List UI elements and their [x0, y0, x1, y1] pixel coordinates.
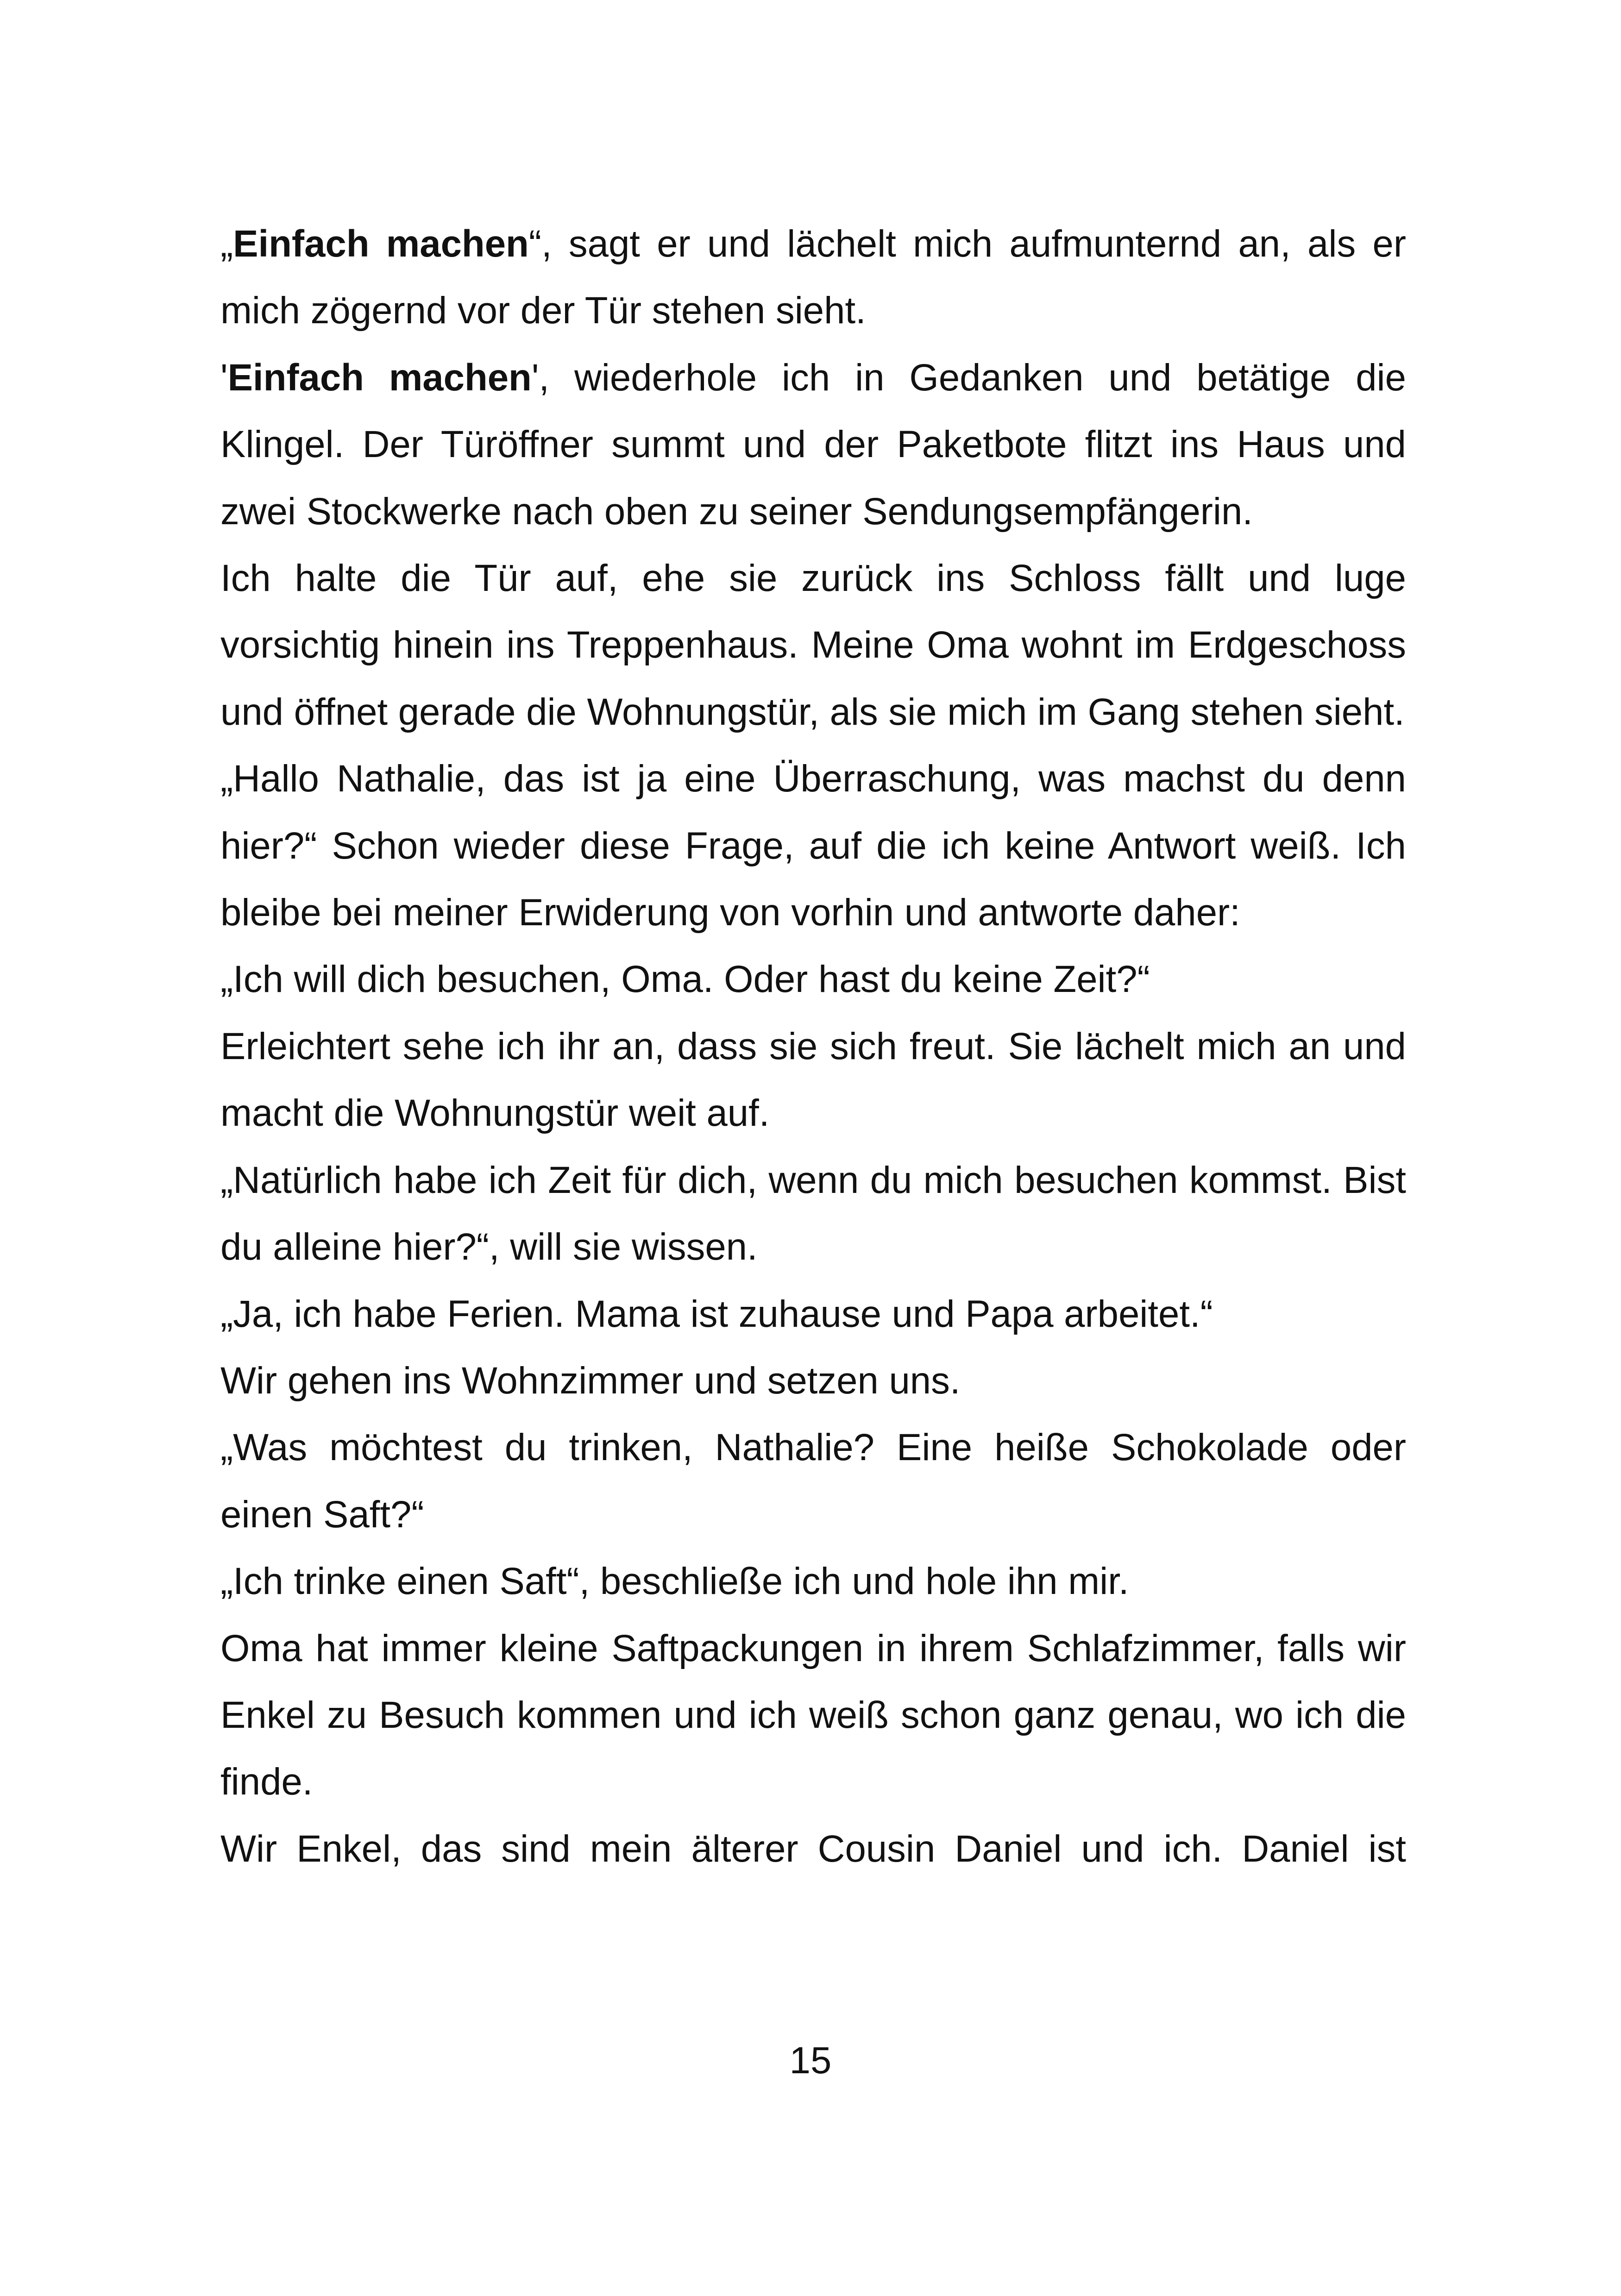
paragraph-11: „Ich trinke einen Saft“, beschließe ich und hole ihn mir. [220, 1560, 1129, 1603]
paragraph-1-bold-phrase: Einfach machen [233, 223, 529, 265]
paragraph-2-bold-phrase: Einfach machen [227, 356, 532, 399]
body-text [220, 211, 1406, 1882]
paragraph-1-rest: “, sagt er und lächelt mich aufmunternd an, als er mich zögernd vor der Tür stehen sieht. [220, 223, 1406, 332]
paragraph-1 [220, 211, 1406, 345]
paragraph-8: „Ja, ich habe Ferien. Mama ist zuhause und Papa arbeitet.“ [220, 1292, 1213, 1335]
paragraph-2-open-quote: ' [220, 356, 228, 399]
paragraph-10: „Was möchtest du trinken, Nathalie? Eine heiße Schokolade oder einen Saft?“ [220, 1426, 1406, 1536]
paragraph-2-rest: ', wiederhole ich in Gedanken und betätige die Klingel. Der Türöffner summt und der Paketbote flitzt ins Haus und zwei Stockwerke nach oben zu seiner Sendungsempfängerin. [220, 356, 1406, 533]
paragraph-2 [220, 345, 1406, 545]
paragraph-4: „Hallo Nathalie, das ist ja eine Überraschung, was machst du denn hier?“ Schon wieder diese Frage, auf die ich keine Antwort weiß. Ich bleibe bei meiner Erwiderung von vorhin und antworte daher: [220, 758, 1406, 934]
paragraph-6: Erleichtert sehe ich ihr an, dass sie sich freut. Sie lächelt mich an und macht die Wohnungstür weit auf. [220, 1025, 1406, 1135]
paragraph-13: Wir Enkel, das sind mein älterer Cousin Daniel und ich. Daniel ist [220, 1827, 1406, 1870]
paragraph-7: „Natürlich habe ich Zeit für dich, wenn du mich besuchen kommst. Bist du alleine hier?“, will sie wissen. [220, 1159, 1406, 1268]
page-number: 15 [789, 2039, 832, 2082]
paragraph-12: Oma hat immer kleine Saftpackungen in ihrem Schlafzimmer, falls wir Enkel zu Besuch kommen und ich weiß schon ganz genau, wo ich die finde. [220, 1627, 1406, 1803]
paragraph-1-open-quote: „ [220, 223, 233, 265]
paragraph-3: Ich halte die Tür auf, ehe sie zurück ins Schloss fällt und luge vorsichtig hinein ins Treppenhaus. Meine Oma wohnt im Erdgeschoss und öffnet gerade die Wohnungstür, als sie mich im Gang stehen sieht. [220, 557, 1406, 733]
paragraph-9: Wir gehen ins Wohnzimmer und setzen uns. [220, 1359, 961, 1402]
paragraph-5: „Ich will dich besuchen, Oma. Oder hast du keine Zeit?“ [220, 958, 1150, 1001]
